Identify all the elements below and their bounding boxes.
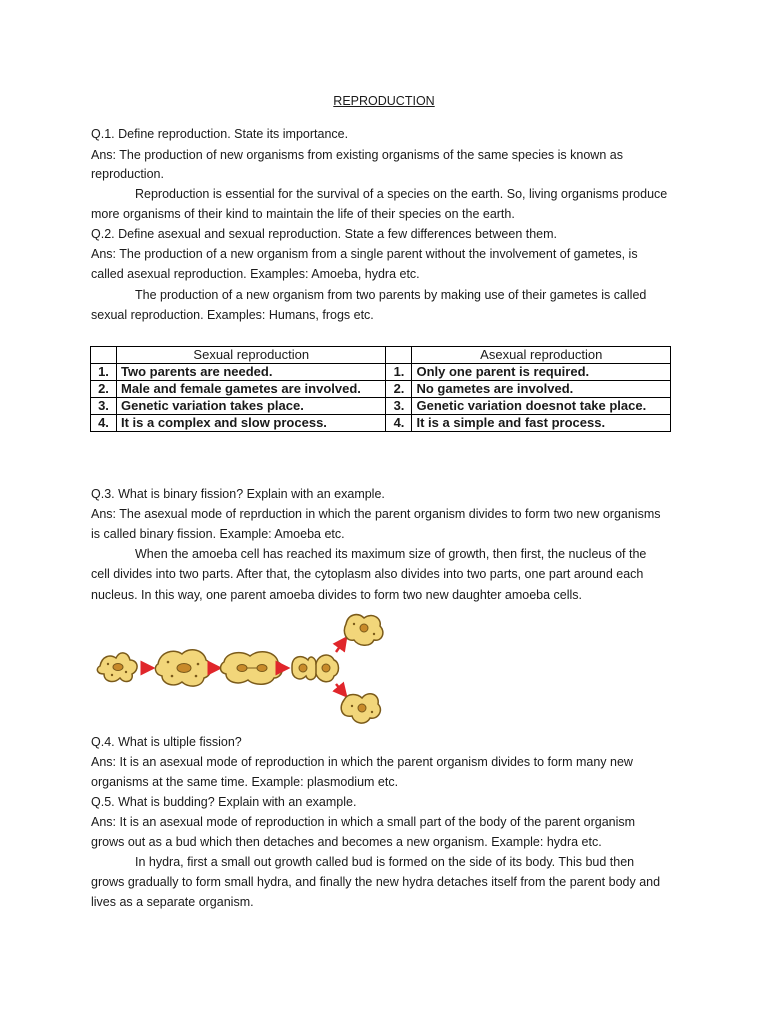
asexual-cell: Genetic variation doesnot take place. [412, 398, 671, 415]
row-number: 2. [386, 381, 412, 398]
row-number: 1. [91, 364, 117, 381]
amoeba-stage-2 [155, 650, 211, 686]
row-number: 4. [91, 415, 117, 432]
table-row [91, 398, 671, 415]
table-row [91, 415, 671, 432]
q3-answer-line: is called binary fission. Example: Amoeba etc. [91, 527, 345, 541]
q2-paragraph-line: sexual reproduction. Examples: Humans, frogs etc. [91, 308, 374, 322]
q2-answer-line: called asexual reproduction. Examples: Amoeba, hydra etc. [91, 267, 420, 281]
sexual-cell: It is a complex and slow process. [117, 415, 386, 432]
q5-paragraph-line: In hydra, first a small out growth called bud is formed on the side of its body. This bud then [135, 855, 635, 869]
q4-answer-line: organisms at the same time. Example: plasmodium etc. [91, 775, 399, 789]
row-number: 4. [386, 415, 412, 432]
table-row [91, 364, 671, 381]
asexual-cell: No gametes are involved. [412, 381, 671, 398]
q3-paragraph-line: nucleus. In this way, one parent amoeba divides to form two new daughter amoeba cells. [91, 588, 583, 602]
q5-answer-line: Ans: It is an asexual mode of reproduction in which a small part of the body of the parent organism [91, 815, 636, 829]
q4-question: Q.4. What is ultiple fission? [91, 735, 242, 749]
daughter-amoeba-bottom [341, 694, 380, 723]
table-header-sexual: Sexual reproduction [117, 347, 386, 364]
comparison-table [90, 346, 671, 432]
table-header-asexual: Asexual reproduction [412, 347, 671, 364]
row-number: 2. [91, 381, 117, 398]
q5-paragraph-line: lives as a separate organism. [91, 895, 254, 909]
q3-answer-line: Ans: The asexual mode of reprduction in which the parent organism divides to form two new organisms [91, 507, 661, 521]
q4-answer-line: Ans: It is an asexual mode of reproduction in which the parent organism divides to form many new [91, 755, 633, 769]
amoeba-stage-3 [221, 652, 283, 685]
table-header-cell [91, 347, 117, 364]
sexual-cell: Two parents are needed. [117, 364, 386, 381]
q1-answer-line: reproduction. [91, 167, 164, 181]
q2-answer-line: Ans: The production of a new organism from a single parent without the involvement of gametes, is [91, 247, 638, 261]
table-header-row [91, 347, 671, 364]
q5-answer-line: grows out as a bud which then detaches and becomes a new organism. Example: hydra etc. [91, 835, 602, 849]
q3-paragraph-line: When the amoeba cell has reached its maximum size of growth, then first, the nucleus of the [135, 547, 647, 561]
q1-answer-line: Ans: The production of new organisms from existing organisms of the same species is known as [91, 148, 623, 162]
arrow-icon [336, 684, 346, 696]
daughter-amoeba-top [344, 615, 382, 646]
q1-paragraph-line: more organisms of their kind to maintain the life of their species on the earth. [91, 207, 515, 221]
q5-question: Q.5. What is budding? Explain with an example. [91, 795, 357, 809]
table-header-cell [386, 347, 412, 364]
row-number: 3. [91, 398, 117, 415]
q3-question: Q.3. What is binary fission? Explain with an example. [91, 487, 385, 501]
sexual-cell: Genetic variation takes place. [117, 398, 386, 415]
asexual-cell: It is a simple and fast process. [412, 415, 671, 432]
q1-question: Q.1. Define reproduction. State its importance. [91, 127, 349, 141]
sexual-cell: Male and female gametes are involved. [117, 381, 386, 398]
amoeba-stage-1 [97, 653, 137, 682]
page-title: REPRODUCTION [333, 94, 435, 108]
row-number: 1. [386, 364, 412, 381]
amoeba-stage-4 [292, 655, 339, 682]
q1-paragraph-line: Reproduction is essential for the survival of a species on the earth. So, living organisms produce [135, 187, 668, 201]
asexual-cell: Only one parent is required. [412, 364, 671, 381]
q5-paragraph-line: grows gradually to form small hydra, and finally the new hydra detaches itself from the parent body and [91, 875, 661, 889]
q2-paragraph-line: The production of a new organism from two parents by making use of their gametes is called [135, 288, 647, 302]
arrow-icon [336, 638, 346, 652]
q2-question: Q.2. Define asexual and sexual reproduction. State a few differences between them. [91, 227, 558, 241]
table-row [91, 381, 671, 398]
binary-fission-diagram [96, 608, 396, 728]
q3-paragraph-line: cell divides into two parts. After that, the cytoplasm also divides into two parts, one part around each [91, 567, 644, 581]
row-number: 3. [386, 398, 412, 415]
